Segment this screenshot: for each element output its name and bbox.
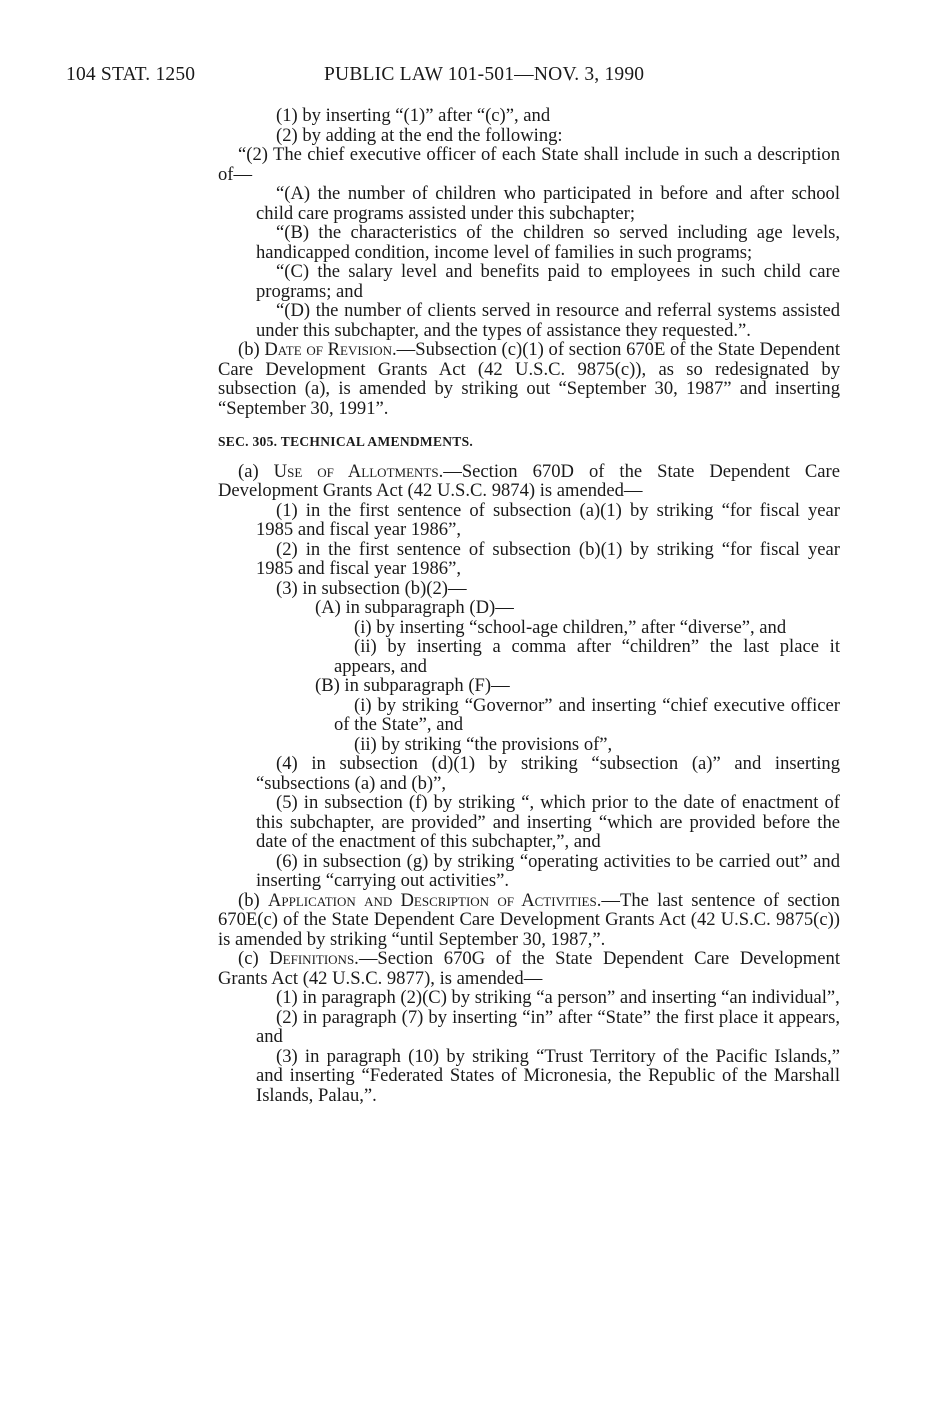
page-header: [66, 60, 842, 90]
subsection-heading: Application and Description of Activities: [267, 889, 597, 911]
clause-c-3: (3) in paragraph (10) by striking “Trust Territory of the Pacific Islands,” and inserting “Federated States of Micronesia, the Republic of the Marshall Islands, Palau,”.: [256, 1045, 840, 1106]
subsection-heading: Date of Revision: [264, 339, 393, 360]
subsection-b-date-of-revision: [218, 340, 840, 418]
clause-a-4: (4) in subsection (d)(1) by striking “subsection (a)” and inserting “subsections (a) and (b)”,: [256, 753, 840, 794]
subsection-label: (b): [238, 889, 268, 911]
subsection-text: Section 670G of the State Dependent Care Development Grants Act (42 U.S.C. 9877), is amended—: [218, 948, 840, 989]
subsection-label: (b): [238, 339, 265, 360]
subparagraph-a: “(A) the number of children who participated in before and after school child care programs assisted under this subchapter;: [256, 183, 840, 224]
em-dash: .—: [438, 460, 462, 482]
clause-a-2: (2) in the first sentence of subsection (b)(1) by striking “for fiscal year 1985 and fiscal year 1986”,: [256, 538, 840, 579]
subsection-label: (c): [238, 948, 270, 969]
item-a-3-b-ii: (ii) by striking “the provisions of”,: [354, 733, 613, 755]
statute-body: [218, 106, 840, 1105]
subclause-a-3-a: (A) in subparagraph (D)—: [315, 597, 514, 618]
clause-c-1: (1) in paragraph (2)(C) by striking “a person” and inserting “an individual”,: [276, 987, 840, 1008]
subparagraph-d: “(D) the number of clients served in resource and referral systems assisted under this subchapter, and the types of assistance they requested.”.: [256, 300, 840, 341]
clause-a-5: (5) in subsection (f) by striking “, which prior to the date of enactment of this subchapter, are provided” and inserting “which are provided before the date of the enactment of this subchapter,”, and: [256, 792, 840, 852]
public-law-title: PUBLIC LAW 101-501—NOV. 3, 1990: [324, 64, 645, 85]
em-dash: .—: [392, 339, 416, 360]
em-dash: .—: [354, 948, 378, 969]
subsection-b-application: [218, 891, 840, 950]
subsection-a-use-of-allotments: [218, 462, 840, 501]
subsection-text: Section 670D of the State Dependent Care Development Grants Act (42 U.S.C. 9874) is amended—: [218, 460, 840, 501]
clause-2: (2) by adding at the end the following:: [276, 124, 563, 146]
subsection-c-definitions: [218, 949, 840, 988]
subsection-heading: Definitions: [269, 948, 355, 969]
clause-a-3: (3) in subsection (b)(2)—: [276, 577, 467, 599]
stat-citation: 104 STAT. 1250: [66, 64, 196, 85]
clause-a-1: (1) in the first sentence of subsection (a)(1) by striking “for fiscal year 1985 and fiscal year 1986”,: [256, 499, 840, 540]
item-a-3-a-ii: (ii) by inserting a comma after “children” the last place it appears, and: [334, 636, 840, 677]
subsection-text: The last sentence of section 670E(c) of the State Dependent Care Development Grants Act (42 U.S.C. 9875(c)) is amended by striking “until September 30, 1987,”.: [218, 889, 840, 950]
em-dash: .—: [596, 889, 620, 911]
item-a-3-b-i: (i) by striking “Governor” and inserting “chief executive officer of the State”, and: [334, 694, 840, 735]
subsection-heading: Use of Allotments: [273, 460, 439, 482]
subsection-label: (a): [238, 460, 274, 482]
subclause-a-3-b: (B) in subparagraph (F)—: [315, 675, 510, 696]
paragraph-2-intro: “(2) The chief executive officer of each State shall include in such a description of—: [218, 144, 840, 185]
subparagraph-b: “(B) the characteristics of the children so served including age levels, handicapped condition, income level of families in such programs;: [256, 222, 840, 263]
clause-a-6: (6) in subsection (g) by striking “operating activities to be carried out” and inserting “carrying out activities”.: [256, 850, 840, 891]
item-a-3-a-i: (i) by inserting “school-age children,” after “diverse”, and: [354, 616, 787, 638]
clause-c-2: (2) in paragraph (7) by inserting “in” after “State” the first place it appears, and: [256, 1006, 840, 1047]
subparagraph-c: “(C) the salary level and benefits paid to employees in such child care programs; and: [256, 261, 840, 302]
clause-1: (1) by inserting “(1)” after “(c)”, and: [276, 105, 551, 126]
subsection-text: Subsection (c)(1) of section 670E of the State Dependent Care Development Grants Act (42 U.S.C. 9875(c)), as so redesignated by subsection (a), is amended by striking out “September 30, 1987” and inserting “September 30, 1991”.: [218, 339, 840, 419]
section-heading: SEC. 305. TECHNICAL AMENDMENTS.: [218, 434, 474, 449]
